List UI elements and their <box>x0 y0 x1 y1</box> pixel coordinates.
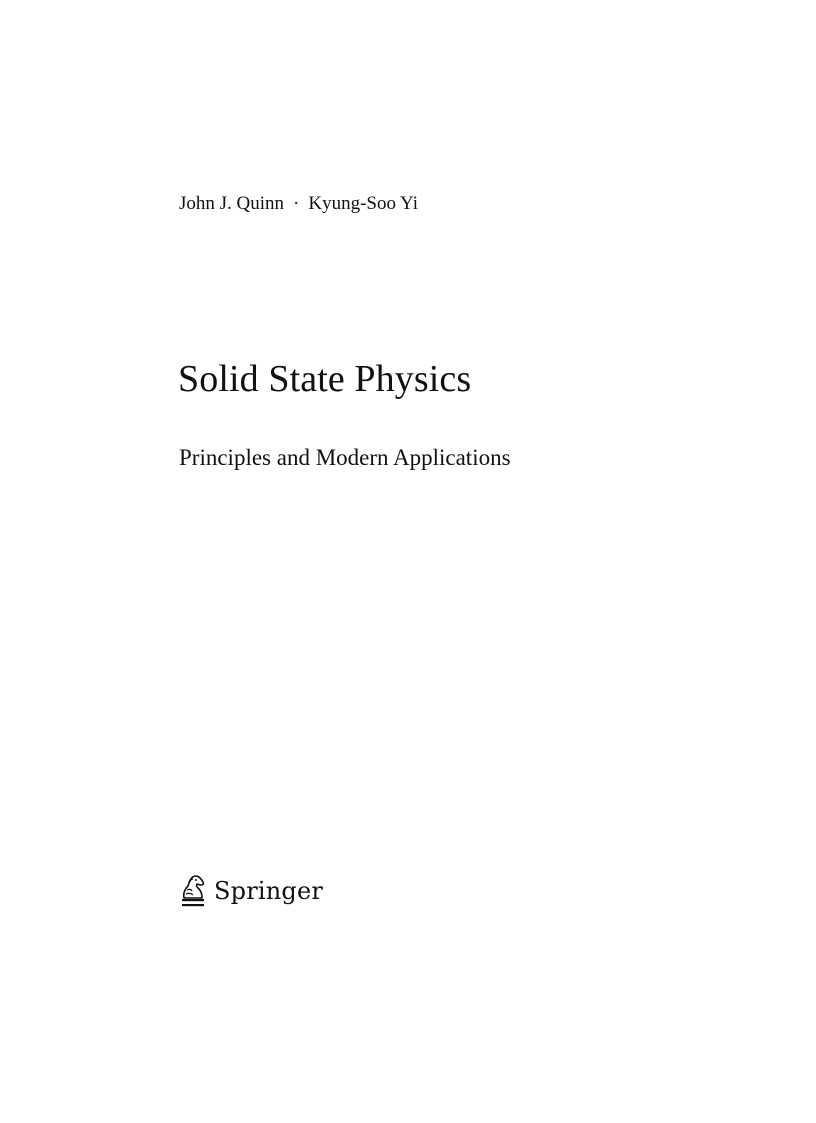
springer-knight-icon <box>178 871 208 911</box>
book-subtitle: Principles and Modern Applications <box>179 445 511 470</box>
book-title: Solid State Physics <box>178 358 472 400</box>
author-separator: · <box>293 193 300 214</box>
publisher-imprint <box>178 870 323 912</box>
authors <box>179 192 418 216</box>
author-name-second: Kyung-Soo Yi <box>308 193 418 214</box>
publisher-name: Springer <box>214 877 324 905</box>
author-name-first: John J. Quinn <box>179 193 285 214</box>
